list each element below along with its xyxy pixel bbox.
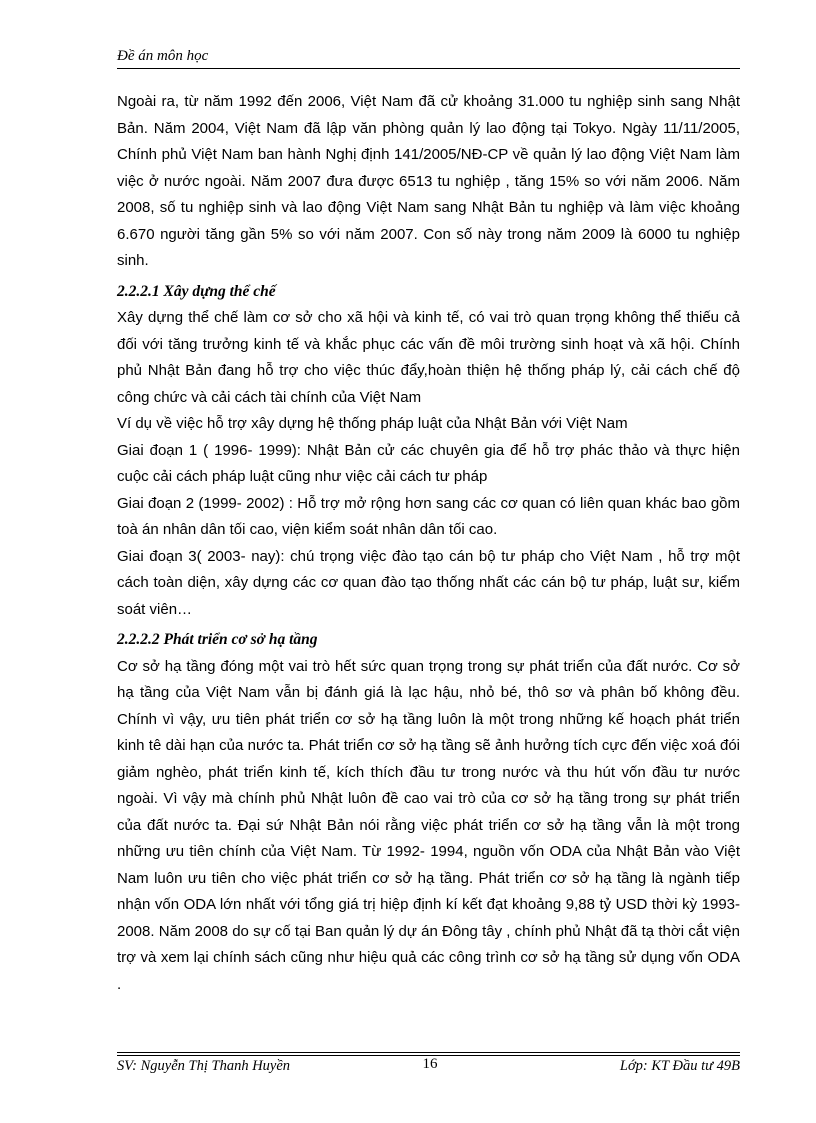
footer-class-label: Lớp: KT Đầu tư 49B (619, 1058, 740, 1074)
section-heading-institution-building: 2.2.2.1 Xây dựng thể chế (117, 282, 276, 300)
page-number: 16 (422, 1056, 438, 1072)
paragraph-legal-support-example: Ví dụ về việc hỗ trợ xây dựng hệ thống pháp luật của Nhật Bản với Việt Nam (117, 415, 628, 432)
paragraph-institution-building: Xây dựng thể chế làm cơ sở cho xã hội và kinh tế, có vai trò quan trọng không thể thiếu cả đối với tăng trưởng kinh tế và khắc phục các vấn đề môi trường sinh hoạt và xã hội. Chính phủ Nhật Bản đang hỗ trợ cho việc thúc đẩy,hoàn thiện hệ thống pháp lý, cải cách chế độ công chức và cải cách tài chính của Việt Nam (117, 309, 740, 406)
paragraph-phase-2: Giai đoạn 2 (1999- 2002) : Hỗ trợ mở rộng hơn sang các cơ quan có liên quan khác bao gồm toà án nhân dân tối cao, viện kiểm soát nhân dân tối cao. (117, 494, 740, 538)
footer-student-name: SV: Nguyễn Thị Thanh Huyền (117, 1058, 291, 1074)
paragraph-phase-1: Giai đoạn 1 ( 1996- 1999): Nhật Bản cử các chuyên gia để hỗ trợ phác thảo và thực hiện cuộc cải cách pháp luật cũng như việc cải cách tư pháp (117, 441, 740, 485)
document-body (117, 89, 740, 998)
page-header-title: Đề án môn học (117, 48, 209, 64)
footer-divider-top (117, 1052, 740, 1053)
paragraph-infrastructure: Cơ sở hạ tầng đóng một vai trò hết sức quan trọng trong sự phát triển của đất nước. Cơ sở hạ tầng của Việt Nam vẫn bị đánh giá là lạc hậu, nhỏ bé, thô sơ và phân bố không đều. Chính vì vậy, ưu tiên phát triển cơ sở hạ tầng luôn là một trong những kế hoạch phát triển kinh tê dài hạn của nước ta. Phát triển cơ sở hạ tầng sẽ ảnh hưởng tích cực đến việc xoá đói giảm nghèo, phát triển kinh tế, kích thích đầu tư trong nước và thu hút vốn đầu tư nước ngoài. Vì vậy mà chính phủ Nhật luôn đề cao vai trò của cơ sở hạ tầng trong sự phát triển của đất nước ta. Đại sứ Nhật Bản nói rằng việc phát triển cơ sở hạ tầng vẫn là một trong những ưu tiên chính của Việt Nam. Từ 1992- 1994, nguồn vốn ODA của Nhật Bản vào Việt Nam luôn ưu tiên cho việc phát triển cơ sở hạ tầng. Phát triển cơ sở hạ tầng là ngành tiếp nhận vốn ODA lớn nhất với tổng giá trị hiệp định kí kết đạt khoảng 9,88 tỷ USD thời kỳ 1993- 2008. Năm 2008 do sự cố tại Ban quản lý dự án Đông tây , chính phủ Nhật đã tạ thời cắt viện trợ và xem lại chính sách cũng như hiệu quả các công trình cơ sở hạ tầng sử dụng vốn ODA . (117, 657, 740, 993)
paragraph-labor-export: Ngoài ra, từ năm 1992 đến 2006, Việt Nam đã cử khoảng 31.000 tu nghiệp sinh sang Nhật Bản. Năm 2004, Việt Nam đã lập văn phòng quản lý lao động tại Tokyo. Ngày 11/11/2005, Chính phủ Việt Nam ban hành Nghị định 141/2005/NĐ-CP về quản lý lao động Việt Nam làm việc ở nước ngoài. Năm 2007 đưa được 6513 tu nghiệp , tăng 15% so với năm 2006. Năm 2008, số tu nghiệp sinh và lao động Việt Nam sang Nhật Bản tu nghiệp và làm việc khoảng 6.670 người tăng gần 5% so với năm 2007. Con số này trong năm 2009 là 6000 tu nghiệp sinh. (117, 93, 740, 269)
paragraph-phase-3: Giai đoạn 3( 2003- nay): chú trọng việc đào tạo cán bộ tư pháp cho Việt Nam , hỗ trợ một cách toàn diện, xây dựng các cơ quan đào tạo thống nhất các cán bộ tư pháp, luật sư, kiểm soát viên… (117, 547, 740, 618)
header-divider (117, 68, 740, 69)
section-heading-infrastructure: 2.2.2.2 Phát triển cơ sở hạ tầng (117, 631, 318, 648)
